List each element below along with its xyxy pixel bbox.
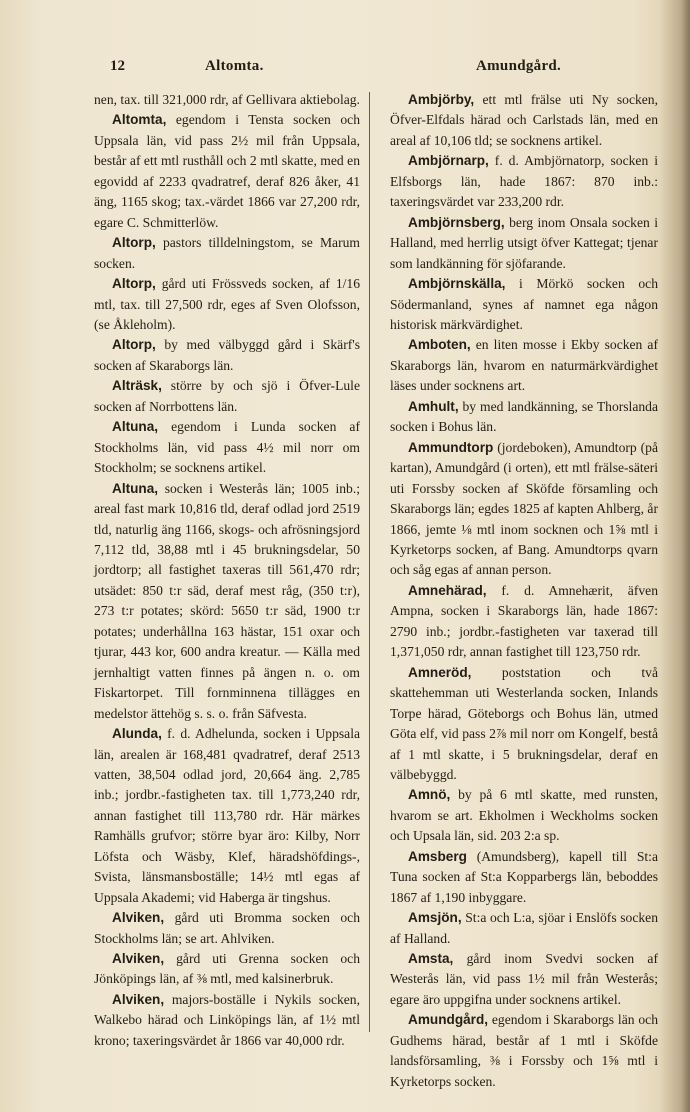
entry-text: egendom i Tensta socken och Uppsala län, vid pass 2½ mil från Uppsala, består af ett mtl rusthåll och 2 mtl skatte, med en egovidd af 2233 qvadratref, deraf 826 åker, 41 äng, 1165 skog; tax.-värdet 1866 var 27,200 rdr, egare C. Schmitterlöw. [94, 112, 360, 230]
entry-text: (jordeboken), Amundtorp (på kartan), Amundgård (i orten), ett mtl frälse-säteri uti Forssby socken af Sköfde församling och Skaraborgs län; egdes 1825 af kapten Ahlberg, år 1866, jemte ⅛ mtl inom socknen och 1⅝ mtl i Kyrketorps socken, af Bang. Amundtorps qvarn och såg egas af annan person. [390, 439, 658, 578]
dictionary-entry [94, 274, 360, 335]
entry-headword: Amboten, [408, 337, 471, 353]
page-number: 12 [110, 58, 125, 74]
entry-headword: Altuna, [112, 419, 159, 435]
entry-headword: Ambjörnarp, [408, 153, 489, 169]
right-running-title: Amundgård. [476, 58, 562, 74]
entry-text: f. d. Ambjörnatorp, socken i Elfsborgs län, hade 1867: 870 inb.: taxeringsvärdet var 233,200 rdr. [390, 153, 658, 210]
entry-headword: Alviken, [112, 991, 165, 1007]
entry-headword: Alträsk, [112, 378, 162, 394]
entry-text: f. d. Amnehærit, äfven Ampna, socken i Skaraborgs län, hade 1867: 2790 inb.; jordbr.-fastigheten var taxerad till 1,371,050 rdr, annan fastighet till 123,750 rdr. [390, 582, 658, 660]
entry-headword: Ambjörnskälla, [408, 276, 506, 292]
dictionary-entry [94, 990, 360, 1051]
entry-text: f. d. Adhelunda, socken i Uppsala län, arealen är 168,481 qvadratref, deraf 2513 vatten, 38,504 odlad jord, 20,664 äng. 2,785 inb.; jordbr.-fastigheten tax. till 1,773,240 rdr, annan fastighet till 113,780 rdr. Här märkes Ramhälls grufvor; större byar äro: Kilby, Norr Löfsta och Wäsby, Klef, häradshöfdings-, Svista, länsmansboställe; 14½ mtl egas af Uppsala Akademi; vid Haberga är tingshus. [94, 726, 360, 905]
entry-headword: Amhult, [408, 398, 459, 414]
entry-headword: Ammundtorp [408, 439, 494, 455]
dictionary-entry [94, 479, 360, 724]
entry-text: gård uti Grenna socken och Jönköpings län, af ⅜ mtl, med kalsinerbruk. [94, 951, 360, 987]
dictionary-entry [94, 376, 360, 417]
entry-text: gård inom Svedvi socken af Westerås län, vid pass 1½ mil från Westerås; egare äro uppgifna under socknens artikel. [390, 951, 658, 1007]
dictionary-entry [390, 785, 658, 846]
entry-headword: Altorp, [112, 276, 156, 292]
left-running-title: Altomta. [205, 58, 264, 74]
entry-headword: Altorp, [112, 235, 156, 251]
entry-headword: Altuna, [112, 480, 159, 496]
entry-text: större by och sjö i Öfver-Lule socken af Norrbottens län. [94, 378, 360, 414]
spine-shadow [660, 0, 690, 1112]
entry-headword: Amsjön, [408, 910, 462, 926]
dictionary-entry [390, 581, 658, 663]
dictionary-entry [94, 335, 360, 376]
dictionary-entry [390, 949, 658, 1010]
right-column [390, 90, 658, 1092]
dictionary-entry [390, 1010, 658, 1092]
dictionary-entry [390, 335, 658, 396]
entry-text: by med välbyggd gård i Skärf's socken af Skaraborgs län. [94, 337, 360, 373]
entry-text: i Mörkö socken och Södermanland, synes af namnet ega någon historisk märkvärdighet. [390, 276, 658, 332]
left-column [94, 90, 360, 1051]
entry-headword: Alviken, [112, 910, 165, 926]
entry-headword: Altomta, [112, 112, 167, 128]
dictionary-entry [390, 274, 658, 335]
dictionary-entry [94, 908, 360, 949]
dictionary-entry [390, 908, 658, 949]
entry-headword: Amundgård, [408, 1012, 489, 1028]
entry-text: berg inom Onsala socken i Halland, med herrlig utsigt öfver Kattegat; tjenar som landkänning för sjöfarande. [390, 214, 658, 271]
dictionary-entry [94, 90, 360, 110]
entry-text: egendom i Skaraborgs län och Gudhems härad, består af 1 mtl i Sköfde landsförsamling, ⅜ i Forssby och 1⅝ mtl i Kyrketorps socken. [390, 1012, 658, 1089]
dictionary-entry [390, 151, 658, 212]
entry-text: poststation och två skattehemman uti Westerlanda socken, Inlands Torpe härad, Göteborgs och Bohus län, utmed Göta elf, vid pass 2⅞ mil norr om Kongelf, bestå af 1 mtl skatte, i 5 brukningsdelar, deraf en välbebyggd. [390, 664, 658, 782]
entry-headword: Ambjörnsberg, [408, 214, 505, 230]
entry-text: by på 6 mtl skatte, med runsten, hvarom se art. Ekholmen i Weckholms socken och Upsala län, sid. 203 2:a sp. [390, 787, 658, 844]
dictionary-entry [94, 724, 360, 908]
dictionary-entry [94, 417, 360, 478]
entry-text: gård uti Bromma socken och Stockholms län; se art. Ahlviken. [94, 910, 360, 946]
entry-text: en liten mosse i Ekby socken af Skaraborgs län, hvarom en naturmärkvärdighet läses under socknens art. [390, 337, 658, 394]
entry-text: nen, tax. till 321,000 rdr, af Gellivara aktiebolag. [94, 92, 360, 107]
entry-headword: Amsta, [408, 951, 454, 967]
entry-headword: Ambjörby, [408, 92, 475, 107]
dictionary-entry [390, 90, 658, 151]
dictionary-entry [390, 213, 658, 274]
dictionary-entry [94, 233, 360, 274]
entry-headword: Alunda, [112, 726, 162, 742]
dictionary-entry [390, 438, 658, 581]
entry-headword: Amnö, [408, 787, 451, 803]
running-header [0, 58, 690, 82]
entry-text: majors-boställe i Nykils socken, Walkebo härad och Linköpings län, af 1½ mtl krono; taxeringsvärdet år 1866 var 40,000 rdr. [94, 991, 360, 1048]
entry-text: (Amundsberg), kapell till St:a Tuna socken af St:a Kopparbergs län, beboddes 1867 af 1,190 inbyggare. [390, 848, 658, 905]
dictionary-entry [94, 949, 360, 990]
column-divider [369, 92, 370, 1032]
entry-headword: Amnehärad, [408, 582, 487, 598]
entry-text: socken i Westerås län; 1005 inb.; areal fast mark 10,816 tld, deraf odlad jord 2519 tld, naturlig äng 1166, skogs- och afrösningsjord 7,112 tld, 38,88 mtl i 45 brukningsdelar, 50 jordtorp; all fastighet taxeras till 561,470 rdr; utsädet: 850 t:r säd, deraf mest råg, (350 t:r), 273 t:r potates; skörd: 5650 t:r säd, 1900 t:r potates; underhållna 163 hästar, 151 oxar och tjurar, 443 kor, 600 andra kreatur. — Källa med jernhaltigt vatten finnes på ängen n. o. om Fiskartorpet. Till fornminnena tillägges en medelstor ättehög s. s. o. från Säfvesta. [94, 480, 360, 721]
entry-text: by med landkänning, se Thorslanda socken i Bohus län. [390, 398, 658, 435]
entry-text: egendom i Lunda socken af Stockholms län, vid pass 4½ mil norr om Stockholm; se socknens artikel. [94, 419, 360, 476]
entry-headword: Amsberg [408, 848, 467, 864]
entry-text: pastors tilldelningstom, se Marum socken. [94, 235, 360, 271]
entry-headword: Alviken, [112, 951, 165, 967]
dictionary-entry [390, 397, 658, 438]
entry-text: St:a och L:a, sjöar i Enslöfs socken af Halland. [390, 910, 658, 946]
dictionary-entry [94, 110, 360, 233]
entry-headword: Amneröd, [408, 664, 472, 680]
entry-text: ett mtl frälse uti Ny socken, Öfver-Elfdals härad och Carlstads län, med en areal af 10,106 tld; se socknens artikel. [390, 92, 658, 148]
entry-text: gård uti Frössveds socken, af 1/16 mtl, tax. till 27,500 rdr, eges af Sven Olofsson, (se Åkleholm). [94, 276, 360, 332]
dictionary-entry [390, 663, 658, 786]
entry-headword: Altorp, [112, 337, 156, 353]
dictionary-entry [390, 847, 658, 908]
